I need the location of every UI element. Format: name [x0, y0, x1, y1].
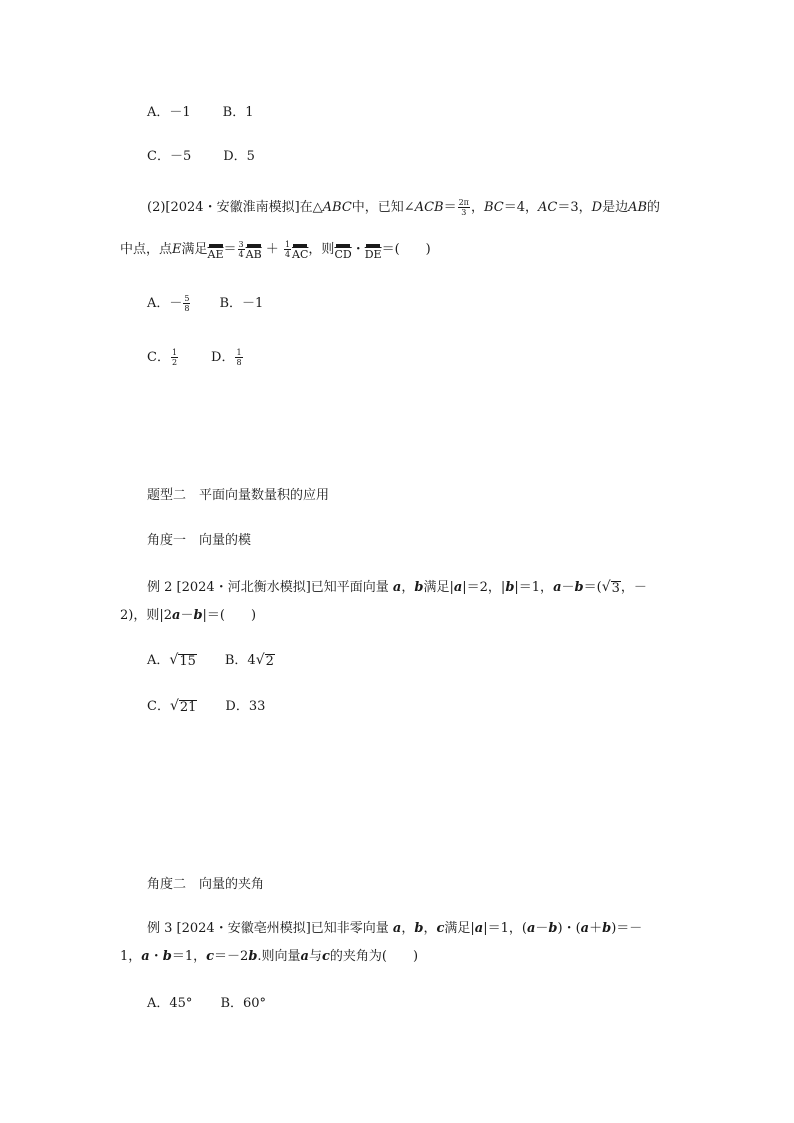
ex2-option-d: D．33 — [225, 699, 266, 714]
ex3-option-a: A．45° — [147, 996, 193, 1011]
q2-point-d: D — [591, 200, 603, 215]
q1-options-row1 — [147, 103, 254, 123]
ex3-line2: 1，a・b＝1，c＝－2b.则向量a与c的夹角为( ) — [120, 949, 419, 964]
q2-options-row2 — [147, 348, 244, 368]
angle2-heading: 角度二 向量的夹角 — [147, 877, 265, 892]
q1-option-d: D．5 — [223, 149, 255, 164]
q1-options-row2 — [147, 147, 255, 167]
q2-point-e: E — [172, 242, 182, 257]
q2-option-d: D． $\frac{1}{8}$ — [211, 348, 242, 367]
q2-text: (2)[2024・安徽淮南模拟]在△ — [147, 200, 323, 215]
q2-ac: AC — [538, 200, 558, 215]
ex3-line1: 例 3 [2024・安徽亳州模拟]已知非零向量 a，b，c满足|a|＝1，(a－b)・(a＋b)＝－ — [147, 921, 643, 936]
ex2-option-c: C． √ 21 — [147, 698, 197, 715]
sqrt-3: √ 3 — [601, 579, 620, 596]
q2-angle: ACB — [414, 200, 444, 215]
vector-ab: $\overline{AB}$ — [246, 244, 262, 260]
fraction-1-4: $\frac{1}{4}$ — [284, 240, 291, 259]
q2-triangle: ABC — [322, 200, 352, 215]
fraction-3-4: $\frac{3}{4}$ — [238, 240, 244, 259]
radical-icon: √ — [169, 652, 179, 668]
q2-line2: 中点，点E满足 $\overline{AE}$ ＝ $\frac{3}{4}$ $\overline{AB}$ ＋ $\frac{1}{4}$ $\overline{AC}$ ，则 $\overline{CD}$ ・ $\overline{DE}$ ＝( ) — [120, 240, 431, 261]
q2-text: 中，已知∠ — [351, 200, 415, 215]
radical-icon: √ — [169, 698, 179, 714]
radical-icon: √ — [601, 579, 611, 595]
ex2-options-row1 — [147, 651, 275, 671]
ex2-option-b: B．4 √ 2 — [224, 652, 274, 669]
q2-option-a: A．－ $\frac{5}{8}$ — [147, 294, 190, 313]
q2-text: ＝ — [443, 200, 457, 215]
vector-ac: $\overline{AC}$ — [292, 244, 308, 260]
q2-ab: AB — [628, 200, 648, 215]
ex2-option-a: A． √ 15 — [147, 652, 196, 669]
ex2-line1: 例 2 [2024・河北衡水模拟]已知平面向量 a，b满足|a|＝2，|b|＝1，a－b＝( √ 3 ，－ — [147, 579, 647, 596]
q2-bc: BC — [483, 200, 504, 215]
q2-options-row1 — [147, 294, 263, 314]
radical-icon: √ — [255, 652, 265, 668]
section-title: 题型二 平面向量数量积的应用 — [147, 488, 330, 503]
q2-angle-fraction: $\frac{2\pi}{3}$ — [458, 198, 469, 217]
q1-option-b: B．1 — [222, 105, 254, 120]
vector-cd: $\overline{CD}$ — [334, 244, 351, 260]
q1-option-a: A．－1 — [147, 105, 191, 120]
q2-option-c: C． $\frac{1}{2}$ — [147, 348, 178, 367]
ex2-line2: 2)，则|2a－b|＝( ) — [120, 608, 257, 623]
ex3-option-b: B．60° — [220, 996, 267, 1011]
ex3-options-row1 — [147, 994, 266, 1014]
vector-ae: $\overline{AE}$ — [208, 244, 224, 260]
q2-line1: (2)[2024・安徽淮南模拟]在△ABC中，已知∠ACB＝ $\frac{2\pi}{3}$ ，BC＝4，AC＝3，D是边AB的 — [147, 198, 661, 217]
angle1-heading: 角度一 向量的模 — [147, 533, 252, 548]
vector-de: $\overline{DE}$ — [365, 244, 382, 260]
ex2-options-row2 — [147, 697, 265, 717]
q2-option-b: B．－1 — [219, 296, 264, 311]
q1-option-c: C．－5 — [147, 149, 192, 164]
